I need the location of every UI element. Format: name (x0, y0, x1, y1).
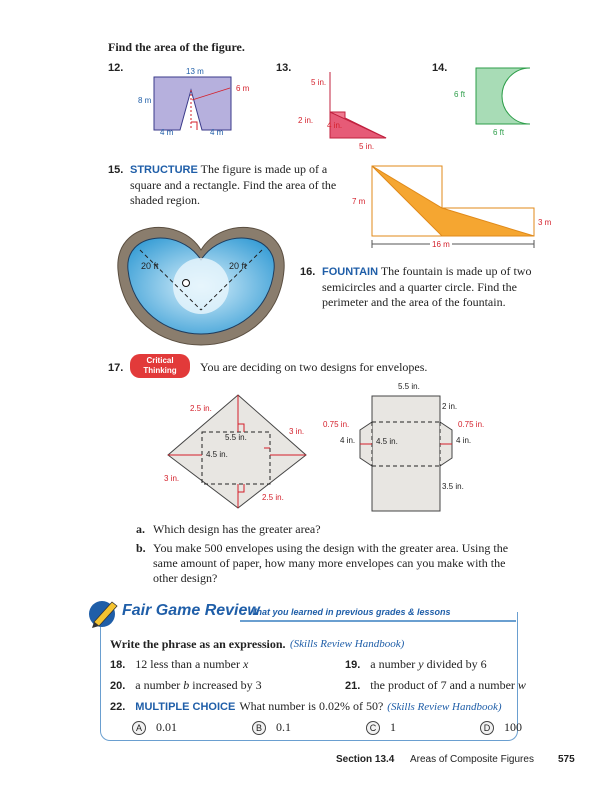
review-subtitle: What you learned in previous grades & lessons (248, 607, 451, 617)
choice-value: 100 (504, 720, 522, 734)
figure-14 (470, 62, 540, 132)
env-left-height-label: 4.5 in. (206, 450, 228, 459)
problem-15-number: 15. (108, 164, 124, 176)
env-right-r1-label: 0.75 in. (458, 420, 485, 429)
review-ref: (Skills Review Handbook) (290, 638, 405, 650)
problem-14-number: 14. (432, 62, 448, 74)
fig15-left-label: 7 m (352, 197, 366, 206)
mc-head: MULTIPLE CHOICE (135, 701, 236, 713)
fig13-bottom-label: 5 in. (359, 142, 375, 151)
fig15-bottom-label: 16 m (432, 240, 450, 249)
item-var: x (242, 657, 249, 671)
item-number: 20. (110, 680, 126, 692)
part-a-label: a. (136, 522, 145, 536)
env-left-right-label: 3 in. (289, 427, 305, 436)
fig12-slant-label: 6 m (236, 84, 250, 93)
choice-letter: A (132, 721, 146, 735)
part-b-label: b. (136, 541, 146, 555)
envelope-design-left (160, 390, 320, 520)
item-var: y (418, 657, 424, 671)
fig15-right-label: 3 m (538, 218, 552, 227)
item-number: 22. (110, 701, 126, 713)
figure-15 (360, 160, 560, 260)
problem-16-text (322, 264, 562, 310)
choice-d[interactable] (480, 718, 522, 736)
fig12-bl-label: 4 m (160, 128, 174, 137)
critical-thinking-badge (130, 354, 190, 378)
choice-letter: B (252, 721, 266, 735)
fig14-left-label: 6 ft (454, 90, 466, 99)
item-text: a number (135, 678, 184, 692)
env-left-bottom-label: 2.5 in. (262, 493, 284, 502)
mc-ref: (Skills Review Handbook) (387, 701, 502, 713)
env-right-r2-label: 4 in. (456, 436, 472, 445)
choice-value: 1 (390, 720, 396, 734)
instruction: Find the area of the figure. (108, 40, 245, 54)
env-right-flap-label: 2 in. (442, 402, 458, 411)
footer-section: Section 13.4 (336, 754, 395, 765)
footer-title: Areas of Composite Figures (410, 754, 534, 765)
mc-text: What number is 0.02% of 50? (239, 699, 384, 713)
env-right-l1-label: 0.75 in. (323, 420, 350, 429)
review-item-22 (110, 697, 502, 715)
choice-c[interactable] (366, 718, 396, 736)
part-b-text: You make 500 envelopes using the design with the greater area. Using the same amount of paper, how many more envelopes can you make with the other design? (153, 541, 509, 585)
fig13-mid-label: 2 in. (298, 116, 314, 125)
choice-value: 0.01 (156, 720, 177, 734)
env-left-top-label: 2.5 in. (190, 404, 212, 413)
env-right-top-label: 5.5 in. (398, 382, 420, 391)
fig13-top-label: 5 in. (311, 78, 327, 87)
review-item-21 (345, 676, 526, 694)
problem-15-body: The figure is made up of a square and a rectangle. Find the area of the shaded region. (130, 162, 337, 207)
item-text: the product of 7 and a number (370, 678, 518, 692)
env-right-mid-label: 4.5 in. (376, 437, 398, 446)
env-right-bottom-label: 3.5 in. (442, 482, 464, 491)
fountain-d2-label: 20 ft (229, 261, 247, 271)
problem-17-number: 17. (108, 362, 124, 374)
fig14-bottom-label: 6 ft (493, 128, 505, 137)
pencil-logo-icon (86, 596, 122, 630)
review-title: Fair Game Review (122, 602, 260, 619)
problem-16-head: FOUNTAIN (322, 266, 379, 278)
problem-16-body: The fountain is made up of two semicircles and a quarter circle. Find the perimeter and the area of the fountain. (322, 264, 532, 309)
fig13-inner-label: 4 in. (327, 121, 343, 130)
badge-line-1: Critical (146, 356, 174, 365)
item-number: 19. (345, 659, 361, 671)
item-number: 18. (110, 659, 126, 671)
env-right-l2-label: 4 in. (340, 436, 356, 445)
env-left-left-label: 3 in. (164, 474, 180, 483)
review-instruction: Write the phrase as an expression. (110, 637, 286, 651)
problem-13-number: 13. (276, 62, 292, 74)
item-var: w (517, 678, 526, 692)
choice-value: 0.1 (276, 720, 291, 734)
problem-12-number: 12. (108, 62, 124, 74)
problem-15-head: STRUCTURE (130, 164, 198, 176)
item-post: increased by 3 (189, 678, 262, 692)
item-number: 21. (345, 680, 361, 692)
choice-a[interactable] (132, 718, 177, 736)
problem-16-number: 16. (300, 266, 316, 278)
fountain-d1-label: 20 ft (141, 261, 159, 271)
item-text: 12 less than a number (135, 657, 243, 671)
env-left-width-label: 5.5 in. (225, 433, 247, 442)
problem-15-text (130, 162, 350, 208)
item-post: divided by 6 (423, 657, 487, 671)
item-text: a number (370, 657, 419, 671)
review-rule (240, 620, 516, 622)
page-number: 575 (558, 754, 575, 765)
fig12-top-label: 13 m (186, 67, 204, 76)
choice-letter: D (480, 721, 494, 735)
fig12-left-label: 8 m (138, 96, 152, 105)
choice-b[interactable] (252, 718, 291, 736)
envelope-design-right (350, 390, 500, 520)
part-a-text: Which design has the greater area? (153, 522, 321, 536)
review-item-18 (110, 655, 248, 673)
figure-13 (290, 60, 400, 150)
badge-line-2: Thinking (143, 366, 177, 375)
problem-17-text: You are deciding on two designs for envelopes. (200, 360, 428, 374)
review-item-20 (110, 676, 262, 694)
fountain-image (110, 210, 292, 350)
review-item-19 (345, 655, 487, 673)
item-var: b (183, 678, 190, 692)
choice-letter: C (366, 721, 380, 735)
fig12-br-label: 4 m (210, 128, 224, 137)
